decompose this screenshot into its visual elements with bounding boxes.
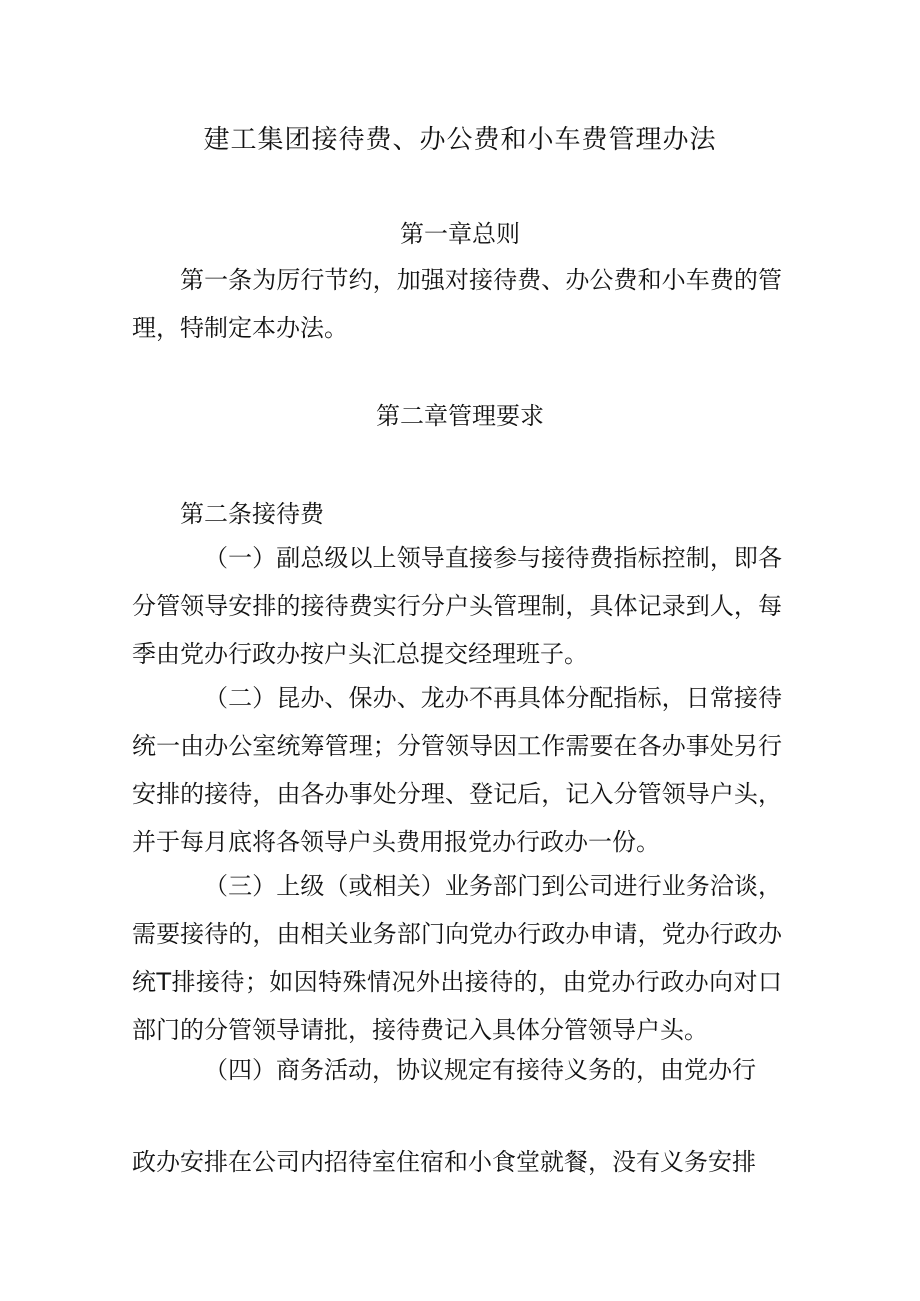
article-1-text: 第一条为厉行节约，加强对接待费、办公费和小车费的管理，特制定本办法。 xyxy=(132,266,782,342)
document-title: 建工集团接待费、办公费和小车费管理办法 xyxy=(203,125,717,155)
article-2-heading: 第二条接待费 xyxy=(180,500,324,528)
article-2-item-3: （三）上级（或相关）业务部门到公司进行业务洽谈，需要接待的，由相关业务部门向党办行政办申请，党办行政办统T排接待；如因特殊情况外出接待的，由党办行政办向对口部门的分管领导请批，接待费记入具体分管领导户头。 xyxy=(132,872,782,1044)
article-2-item-4-start: （四）商务活动，协议规定有接待义务的，由党办行 xyxy=(204,1056,756,1084)
article-2-item-2: （二）昆办、保办、龙办不再具体分配指标，日常接待统一由办公室统筹管理；分管领导因工作需要在各办事处另行安排的接待，由各办事处分理、登记后，记入分管领导户头，并于每月底将各领导户头费用报党办行政办一份。 xyxy=(132,684,782,856)
article-2-item-1: （一）副总级以上领导直接参与接待费指标控制，即各分管领导安排的接待费实行分户头管理制，具体记录到人，每季由党办行政办按户头汇总提交经理班子。 xyxy=(132,544,782,668)
chapter-1-heading: 第一章总则 xyxy=(400,220,520,248)
chapter-2-heading: 第二章管理要求 xyxy=(376,402,544,430)
article-2-item-4-continuation: 政办安排在公司内招待室住宿和小食堂就餐，没有义务安排 xyxy=(132,1148,756,1176)
